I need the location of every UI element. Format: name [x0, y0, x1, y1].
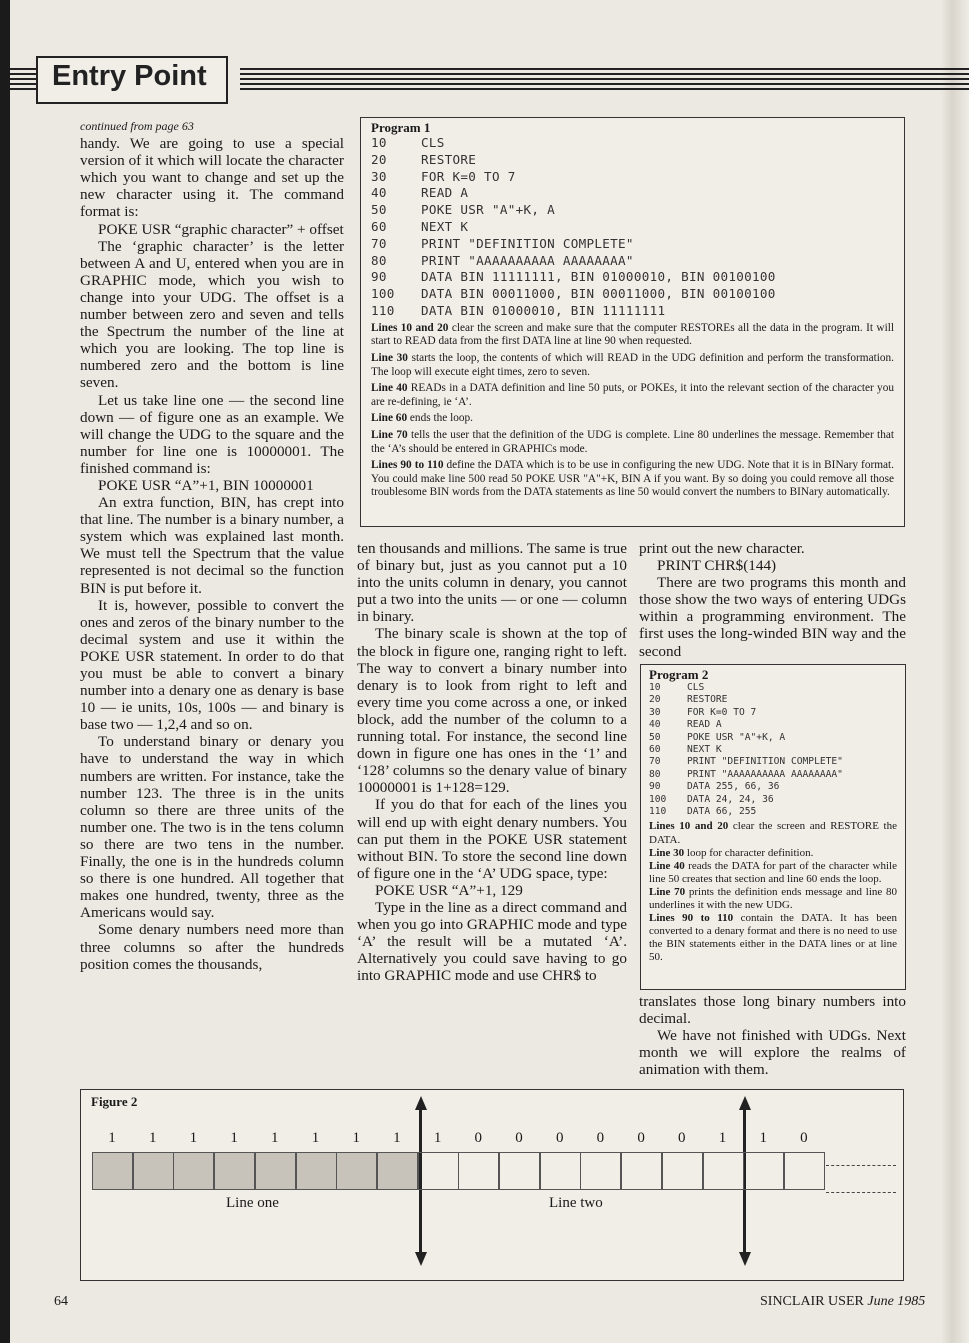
- line-number: 30: [649, 706, 661, 718]
- section-title: Entry Point: [52, 60, 207, 92]
- paragraph: There are two programs this month and those show the two ways of entering UDGs within a programming environment. The first uses the long-winded BIN way and the second: [639, 574, 906, 660]
- grid-cell: [255, 1152, 296, 1190]
- line-number: 40: [371, 185, 387, 201]
- code-line: [371, 286, 894, 303]
- paragraph: POKE USR “A”+1, 129: [375, 881, 523, 899]
- line-number: 60: [649, 744, 661, 756]
- paragraph: If you do that for each of the lines you will end up with eight denary numbers. You can put them in the POKE USR statement without BIN. To store the second line down of figure one in the ‘A’ UDG space, type:: [357, 796, 627, 882]
- note-lines: Line 70: [371, 428, 408, 441]
- line-number: 50: [649, 731, 661, 743]
- note: Line 70 prints the definition ends message and line 80 underlines it with the new UDG.: [649, 885, 897, 912]
- header-rule-left: [10, 68, 36, 90]
- code-line: [649, 781, 897, 793]
- code-text: FOR K=0 TO 7: [421, 168, 516, 184]
- program-notes: [649, 820, 897, 964]
- code-text: CLS: [687, 682, 705, 693]
- binary-digit: 1: [718, 1130, 727, 1146]
- program-one-box: [360, 117, 905, 527]
- code-line: [371, 185, 894, 202]
- column-one: [80, 118, 344, 973]
- note: Lines 10 and 20 clear the screen and RESTORE the DATA.: [649, 820, 897, 846]
- line-number: 110: [649, 806, 667, 818]
- header-rule: [240, 68, 969, 90]
- footer-publication: [760, 1294, 925, 1310]
- grid-cell: [377, 1152, 418, 1190]
- paragraph: translates those long binary numbers into decimal.: [639, 993, 906, 1028]
- code-line: [371, 269, 894, 286]
- code-line: [371, 236, 894, 253]
- grid-cell: [743, 1152, 784, 1190]
- paragraph: POKE USR “A”+1, BIN 10000001: [98, 476, 314, 494]
- grid-cell: [662, 1152, 703, 1190]
- line-number: 20: [371, 151, 387, 167]
- code-line: [649, 794, 897, 806]
- binary-digit: 0: [555, 1130, 564, 1146]
- code-text: DATA BIN 01000010, BIN 11111111: [421, 302, 666, 318]
- binary-digit: 0: [637, 1130, 645, 1146]
- paragraph: POKE USR “graphic character” + offset: [98, 220, 344, 238]
- note-lines: Line 30: [649, 846, 685, 859]
- code-text: PRINT "AAAAAAAAAA AAAAAAAA": [421, 252, 634, 268]
- code-line: [371, 169, 894, 186]
- code-text: PRINT "DEFINITION COMPLETE": [421, 235, 634, 251]
- paragraph: To understand binary or denary you have to understand the way in which numbers are written. For instance, take the number 123. The three is in the units column so there are three units of the number one. The two is in the tens column so there are two tens in the number. Finally, the one is in the hundreds column so there is one hundred. All together that makes one hundred, twenty, three as the Americans would say.: [80, 733, 344, 922]
- code-text: READ A: [421, 185, 469, 201]
- paragraph: Type in the line as a direct command and when you go into GRAPHIC mode and type ‘A’ the result will be a mutated ‘A’. Alternatively you could save having to go into GRAPHIC mode and use CHR$ to: [357, 898, 627, 985]
- paragraph: Some denary numbers need more than three columns so after the hundreds position comes the thousands,: [80, 921, 344, 973]
- line-number: 20: [649, 694, 661, 706]
- note-lines: Line 70: [649, 885, 686, 898]
- issue-date: June 1985: [867, 1294, 926, 1309]
- grid-cell: [92, 1152, 133, 1190]
- line-number: 60: [371, 218, 387, 234]
- code-line: [649, 756, 897, 768]
- binary-digit: 1: [148, 1130, 157, 1146]
- arrow-down-icon: [415, 1252, 427, 1266]
- note-lines: Line 40: [649, 859, 685, 872]
- arrow-down-icon: [739, 1252, 751, 1266]
- note: Line 60 ends the loop.: [371, 412, 473, 425]
- code-line: [649, 707, 897, 719]
- line-number: 30: [371, 168, 387, 184]
- grid-cell: [621, 1152, 662, 1190]
- note: Lines 90 to 110 define the DATA which is to be use in configuring the new UDG. Note that it is in BINary format. You could make line 500 read 50 POKE USR "A"+K, BIN A if you want. By so doing you could remove all those troublesome BIN words from the DATA statements as line 50 would convert the numbers to BINary automatically.: [371, 459, 894, 499]
- grid-cell: [336, 1152, 377, 1190]
- line-number: 70: [371, 235, 387, 251]
- binary-digit: 0: [474, 1130, 483, 1146]
- note-lines: Lines 90 to 110: [649, 912, 734, 925]
- column-three-top: [639, 540, 906, 660]
- code-text: DATA 24, 24, 36: [687, 793, 774, 805]
- code-text: NEXT K: [687, 744, 722, 756]
- program-title: Program 1: [371, 120, 431, 135]
- code-text: RESTORE: [421, 151, 477, 167]
- note: Lines 10 and 20 clear the screen and make sure that the computer RESTOREs all the data in the program. It will start to READ data from the first DATA line at line 90 when requested.: [371, 321, 894, 348]
- code-line: [649, 732, 897, 744]
- grid-cell: [418, 1152, 459, 1190]
- binary-digit: 1: [759, 1130, 767, 1146]
- binary-digit: 0: [800, 1130, 808, 1146]
- code-text: READ A: [687, 719, 722, 731]
- binary-digit: 1: [230, 1130, 238, 1146]
- note: Line 40 READs in a DATA definition and line 50 puts, or POKEs, it into the relevant section of the character you are re-defining, ie ‘A’.: [371, 382, 895, 408]
- code-line: [649, 719, 897, 731]
- code-text: DATA 66, 255: [687, 806, 757, 818]
- paragraph: The ‘graphic character’ is the letter between A and U, entered when you are in GRAPHIC mode, which you wish to change into your UDG. The offset is a number between zero and seven and tells the Spectrum the number of the line at which you are looking. The top line is numbered zero and the bottom is line seven.: [80, 237, 344, 392]
- paragraph: handy. We are going to use a special version of it which will locate the character which you want to change and set up the new character using it. The command format is:: [80, 135, 344, 221]
- binary-digit: 1: [352, 1130, 360, 1146]
- code-line: [649, 744, 897, 756]
- binary-digit: 1: [271, 1130, 279, 1146]
- code-text: RESTORE: [687, 694, 728, 706]
- code-text: DATA BIN 11111111, BIN 01000010, BIN 00100100: [421, 269, 776, 285]
- paragraph: print out the new character.: [639, 540, 805, 557]
- line-one-label: Line one: [226, 1195, 279, 1211]
- grid-cell: [580, 1152, 621, 1190]
- code-line: [371, 219, 894, 236]
- grid-cell: [173, 1152, 214, 1190]
- binary-digit: 0: [515, 1130, 523, 1146]
- grid-cell: [703, 1152, 744, 1190]
- note: Line 30 starts the loop, the contents of which will READ in the UDG definition and perform the transformation. The loop will execute eight times, zero to seven.: [371, 351, 894, 378]
- figure-title: Figure 2: [91, 1094, 138, 1109]
- program-listing: [371, 135, 894, 320]
- paragraph: PRINT CHR$(144): [657, 557, 777, 575]
- line-number: 80: [371, 252, 387, 268]
- line-number: 100: [371, 286, 395, 302]
- program-listing: [649, 682, 897, 818]
- code-text: NEXT K: [421, 218, 469, 234]
- paragraph: The binary scale is shown at the top of the block in figure one, ranging right to left. The way to convert a binary number into denary is to look from right to left and every time you come across a one, or inked block, add the number of the column to a running total. For instance, the second line down in figure one has ones in the ‘1’ and ‘128’ columns so the denary value of binary 10000001 is 1+128=129.: [357, 625, 627, 797]
- note-lines: Line 60: [371, 412, 408, 425]
- column-three-bottom: [639, 993, 906, 1078]
- grid-cell: [214, 1152, 255, 1190]
- code-line: [371, 303, 894, 320]
- code-text: DATA 255, 66, 36: [687, 781, 780, 793]
- note: Line 40 reads the DATA for part of the character while line 50 creates that section and line 60 ends the loop.: [649, 859, 897, 885]
- note: Line 70 tells the user that the definition of the UDG is complete. Line 80 underlines the message. Remember that the ‘A’s should be entered in GRAPHICs mode.: [371, 428, 894, 455]
- note-lines: Lines 90 to 110: [371, 459, 444, 472]
- program-notes: [371, 322, 894, 500]
- code-line: [649, 769, 897, 781]
- code-line: [649, 682, 897, 694]
- paragraph: An extra function, BIN, has crept into that line. The number is a binary number, a system which was explained last month. We must tell the Spectrum that the value represented is not decimal so the function BIN is put before it.: [80, 494, 344, 597]
- note: Line 30 loop for character definition.: [649, 846, 814, 859]
- code-text: FOR K=0 TO 7: [687, 706, 757, 718]
- line-number: 10: [371, 135, 387, 150]
- page-gutter-shadow: [941, 0, 969, 1343]
- line-number: 110: [371, 302, 395, 318]
- grid-cell: [499, 1152, 540, 1190]
- paragraph: ten thousands and millions. The same is true of binary but, just as you cannot put a 10 into the units column in denary, you cannot put a two into the units — or one — column in binary.: [357, 540, 627, 626]
- line-number: 90: [371, 269, 387, 285]
- code-line: [371, 253, 894, 270]
- line-number: 50: [371, 202, 387, 218]
- code-text: POKE USR "A"+K, A: [421, 202, 555, 218]
- code-text: POKE USR "A"+K, A: [687, 731, 786, 743]
- grid-cell: [296, 1152, 337, 1190]
- note-lines: Line 30: [371, 351, 408, 364]
- program-two-box: [640, 664, 906, 990]
- code-line: [371, 152, 894, 169]
- code-text: DATA BIN 00011000, BIN 00011000, BIN 00100100: [421, 286, 776, 302]
- code-line: [371, 202, 894, 219]
- code-text: PRINT "AAAAAAAAAA AAAAAAAA": [687, 768, 843, 780]
- binary-digit: 0: [596, 1130, 605, 1146]
- paragraph: It is, however, possible to convert the ones and zeros of the binary number to the decimal system and use it within the POKE USR statement. In order to do that you must be able to convert a binary number into a denary one as denary is base 10 — ie units, 10s, 100s — and binary is base two — 1,2,4 and so on.: [80, 596, 344, 734]
- grid-cell: [784, 1152, 825, 1190]
- grid-cell: [540, 1152, 581, 1190]
- note-lines: Lines 10 and 20: [371, 321, 449, 334]
- code-line: [371, 135, 894, 152]
- paragraph: We have not finished with UDGs. Next month we will explore the realms of animation with them.: [639, 1027, 906, 1079]
- binary-digit: 1: [433, 1130, 442, 1146]
- note-lines: Lines 10 and 20: [649, 820, 729, 833]
- grid-cell: [458, 1152, 499, 1190]
- code-line: [649, 694, 897, 706]
- figure-two: [80, 1089, 904, 1281]
- note-lines: Line 40: [371, 382, 408, 395]
- code-text: PRINT "DEFINITION COMPLETE": [687, 756, 843, 768]
- binary-digit: 1: [189, 1130, 198, 1146]
- line-number: 40: [649, 719, 661, 731]
- grid-cell: [133, 1152, 174, 1190]
- page-left-edge: [0, 0, 10, 1343]
- continuation-dash: [826, 1165, 896, 1166]
- continuation-dash: [826, 1192, 896, 1193]
- line-number: 80: [649, 768, 661, 780]
- binary-digit: 1: [393, 1130, 401, 1146]
- line-number: 90: [649, 781, 661, 793]
- page-number: 64: [54, 1294, 68, 1309]
- code-text: CLS: [421, 135, 445, 150]
- line-number: 70: [649, 756, 661, 768]
- line-number: 10: [649, 682, 661, 693]
- column-two: [357, 540, 627, 984]
- publication-name: SINCLAIR USER: [760, 1294, 864, 1309]
- binary-digit: 1: [311, 1130, 320, 1146]
- program-title: Program 2: [649, 667, 709, 682]
- continued-note: continued from page 63: [80, 119, 194, 133]
- paragraph: Let us take line one — the second line down — of figure one as an example. We will change the UDG to the square and the number for line one is 10000001. The finished command is:: [80, 391, 344, 477]
- code-line: [649, 806, 897, 818]
- binary-digit: 1: [108, 1130, 116, 1146]
- note: Lines 90 to 110 contain the DATA. It has been converted to a denary format and there is no need to use the BIN statements either in the DATA lines or at line 50.: [649, 912, 898, 964]
- line-two-label: Line two: [549, 1195, 603, 1211]
- binary-digit: 0: [678, 1130, 686, 1146]
- line-number: 100: [649, 793, 667, 805]
